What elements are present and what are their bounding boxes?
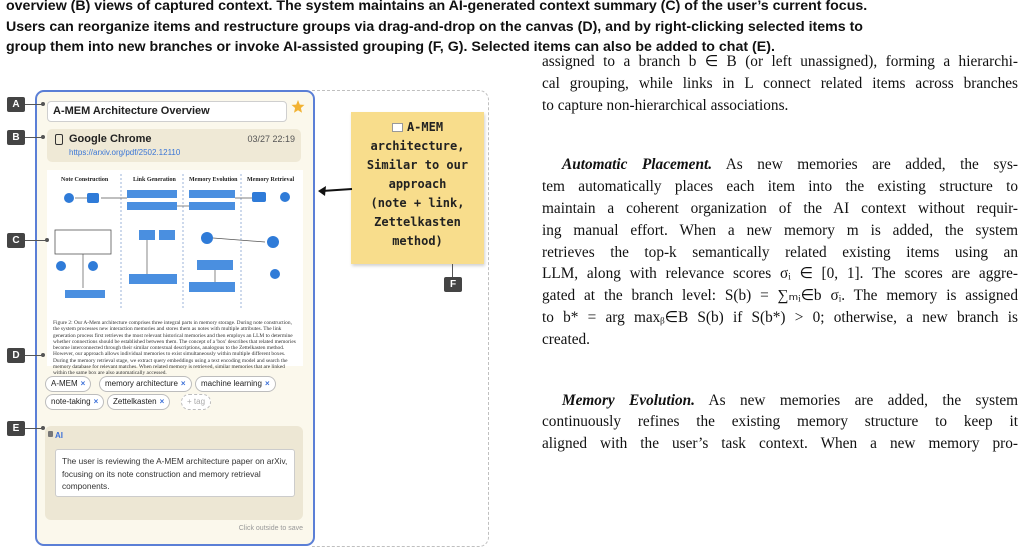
- text-line: Memory Evolution. As new memories are added, the system: [562, 391, 1019, 409]
- arrow-icon: [316, 184, 354, 196]
- title-input[interactable]: A-MEM Architecture Overview: [47, 101, 287, 122]
- text-line: tem automatically places each item into the existing structure to: [542, 178, 1018, 196]
- caption-line: group them into new branches or invoke AI-assisted grouping (F, G). Selected items can also be added to chat (E).: [6, 39, 775, 55]
- tag-label: memory architecture: [105, 379, 178, 388]
- caption-line: overview (B) views of captured context. The system maintains an AI-generated context summary (C) of the user’s current focus.: [6, 0, 868, 14]
- leader-dot: [41, 353, 45, 357]
- ai-summary-box: [45, 426, 303, 520]
- tag-chip[interactable]: [107, 394, 170, 410]
- sticky-line: Similar to our: [366, 158, 469, 172]
- sticky-line: method): [392, 234, 443, 248]
- paragraph-heading: Automatic Placement.: [562, 156, 713, 174]
- paragraph: [542, 154, 1018, 350]
- paragraph-heading: Memory Evolution.: [562, 391, 695, 409]
- close-icon[interactable]: ×: [80, 379, 86, 388]
- close-icon[interactable]: ×: [264, 379, 270, 388]
- text-line: Automatic Placement. As new memories are added, the sys-: [562, 156, 1018, 174]
- leader-dot: [41, 426, 45, 430]
- source-url[interactable]: https://arxiv.org/pdf/2502.12110: [69, 148, 181, 157]
- paper-figure-caption: Figure 2: Our A-Mem architecture comprises three integral parts in memory storage. During note construction, the system processes new interaction memories and stores them as notes with multiple attributes. The link generation process first retrieves the most relevant historical memories and then employs an LLM to determine whether connections should be established between them. The concept of a 'box' describes that related memories become interconnected through their similar contextual descriptions, analogous to the Zettelkasten method. However, our approach allows individual memories to exist simultaneously within multiple different boxes. During the memory retrieval stage, we extract query embeddings using a text encoding model and search the memory database for relevant matches. When related memory is retrieved, similar memories that are linked within the same box are also automatically accessed.: [53, 320, 296, 377]
- tag-chip[interactable]: [45, 376, 91, 392]
- label-e: E: [7, 421, 25, 436]
- star-icon[interactable]: [291, 99, 305, 115]
- label-c: C: [7, 233, 25, 248]
- close-icon[interactable]: ×: [159, 397, 165, 406]
- save-hint: Click outside to save: [238, 525, 303, 532]
- paragraph: [542, 390, 1018, 455]
- close-icon[interactable]: ×: [93, 397, 99, 406]
- paper-thumbnail: [47, 170, 303, 377]
- label-d: D: [7, 348, 25, 363]
- label-f: F: [444, 277, 462, 292]
- label-b: B: [7, 130, 25, 145]
- text-line: gated at the branch level: S(b) = ∑ₘᵢ∈b σᵢ. The memory is assigned: [542, 287, 1018, 305]
- sticky-line: approach: [388, 177, 447, 191]
- text-line: maintain a coherent organization of the AI context without requir-: [542, 199, 1018, 217]
- text-line: to capture non-hierarchical associations.: [542, 96, 789, 114]
- thumb-header: Memory Evolution: [189, 177, 238, 183]
- text-line: ing manual effort. When a new memory m is added, the system: [542, 221, 1018, 239]
- close-icon[interactable]: ×: [180, 379, 186, 388]
- leader-dot: [45, 238, 49, 242]
- note-icon: [392, 123, 403, 132]
- leader-dot: [41, 102, 45, 106]
- tag-chip[interactable]: [45, 394, 104, 410]
- tag-chip[interactable]: [195, 376, 276, 392]
- text-line: to b* = arg maxᵦ∈B S(b) if S(b*) > 0; otherwise, a new branch is: [542, 308, 1018, 326]
- label-a: A: [7, 97, 25, 112]
- text-line: created.: [542, 330, 590, 348]
- text-line: aligned with the user’s task context. When a new memory pro-: [542, 435, 1018, 453]
- text-line: continuously refines the existing memory structure to keep it: [542, 413, 1018, 431]
- tag-label: note-taking: [51, 397, 91, 406]
- figure: [0, 84, 500, 532]
- architecture-diagram: [47, 170, 303, 318]
- sticky-line: Zettelkasten: [374, 215, 461, 229]
- sticky-line: (note + link,: [370, 196, 465, 210]
- source-box: [47, 129, 301, 162]
- memory-card[interactable]: [35, 90, 315, 546]
- leader-line: [25, 240, 47, 241]
- leader-dot: [41, 135, 45, 139]
- device-icon: [55, 134, 63, 145]
- sticky-line: A-MEM: [351, 118, 484, 137]
- source-name: Google Chrome: [69, 133, 152, 145]
- tag-label: machine learning: [201, 379, 262, 388]
- thumb-header: Memory Retrieval: [247, 177, 295, 183]
- caption-line: Users can reorganize items and restructure groups via drag-and-drop on the canvas (D), and by right-clicking selected items to: [6, 18, 863, 35]
- text-line: cal grouping, while links in L connect related items across branches: [542, 74, 1018, 92]
- tag-label: A-MEM: [51, 379, 78, 388]
- sticky-note[interactable]: [351, 112, 484, 264]
- ai-summary-field[interactable]: The user is reviewing the A-MEM architecture paper on arXiv, focusing on its note construction and memory retrieval components.: [55, 449, 295, 497]
- add-tag-button[interactable]: + tag: [181, 394, 211, 410]
- ai-label: AI: [55, 431, 63, 440]
- thumb-header: Link Generation: [133, 177, 176, 183]
- text-line: assigned to a branch b ∈ B (or left unassigned), forming a hierarchi-: [542, 53, 1018, 70]
- tag-label: Zettelkasten: [113, 397, 157, 406]
- source-time: 03/27 22:19: [247, 134, 295, 144]
- sticky-line: architecture,: [370, 139, 465, 153]
- text-line: retrieves the top-k semantically related existing items using an: [542, 243, 1018, 261]
- paragraph: [542, 51, 1018, 116]
- tag-chip[interactable]: [99, 376, 192, 392]
- thumb-header: Note Construction: [61, 177, 109, 183]
- figure-caption: [6, 0, 1020, 58]
- text-line: LLM, along with relevance scores σᵢ ∈ [0, 1]. The scores are aggre-: [542, 265, 1018, 283]
- ai-icon: [48, 431, 53, 437]
- leader-line: [452, 264, 453, 278]
- body-text: [542, 53, 1019, 455]
